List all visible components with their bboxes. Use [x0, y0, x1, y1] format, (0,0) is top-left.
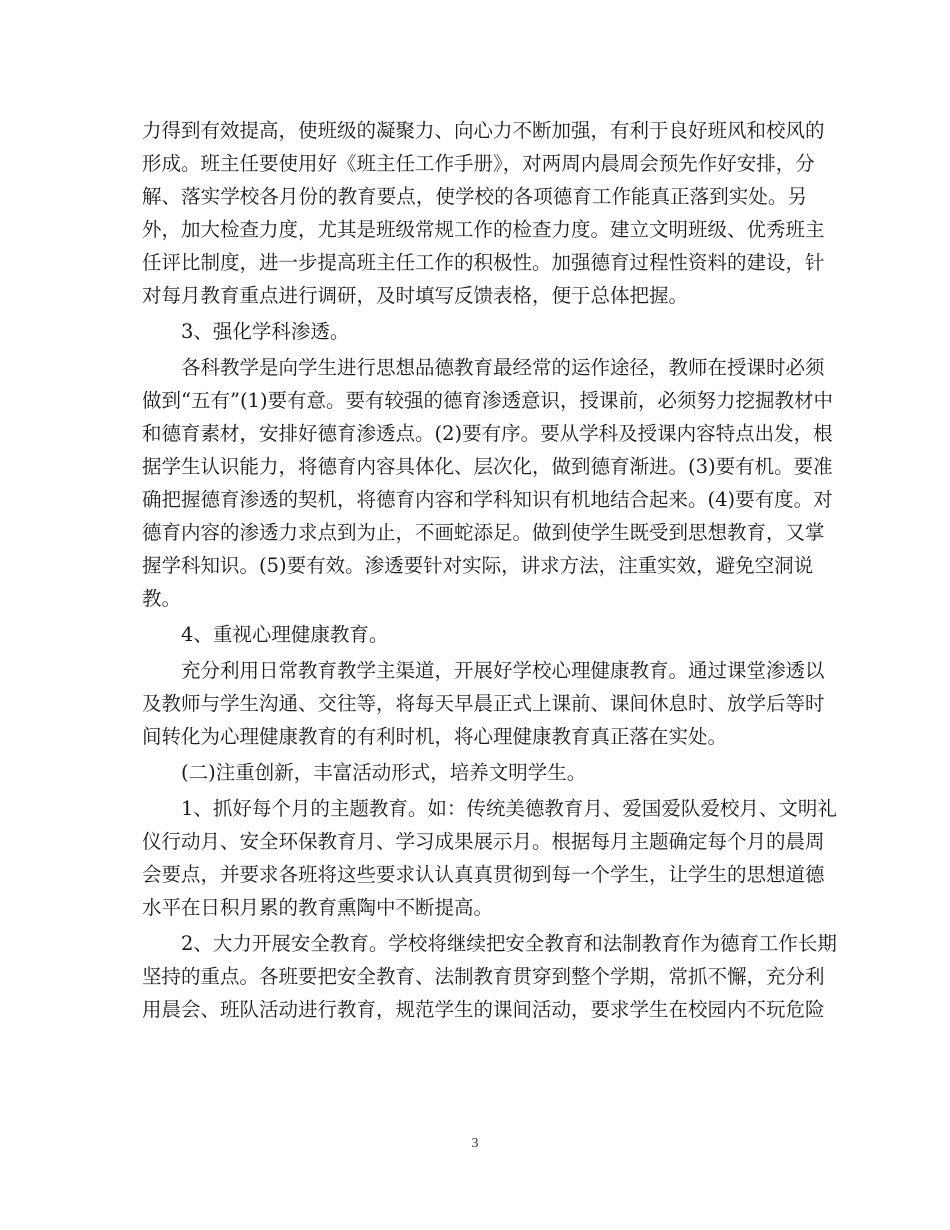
heading-line: 4、重视心理健康教育。	[181, 623, 389, 646]
heading-line: 3、强化学科渗透。	[181, 320, 350, 343]
text-line: 仪行动月、安全环保教育月、学习成果展示月。根据每月主题确定每个月的晨周	[142, 830, 825, 853]
text-line: 用晨会、班队活动进行教育，规范学生的课间活动，要求学生在校园内不玩危险	[142, 998, 825, 1021]
paragraph-continuation	[142, 114, 825, 312]
section-heading-part-2	[142, 756, 807, 789]
text-line: 充分利用日常教育教学主渠道，开展好学校心理健康教育。通过课堂渗透以	[181, 659, 825, 682]
text-line: 水平在日积月累的教育熏陶中不断提高。	[142, 896, 494, 919]
text-line: 坚持的重点。各班要把安全教育、法制教育贯穿到整个学期，常抓不懈，充分利	[142, 965, 825, 988]
text-line: 形成。班主任要使用好《班主任工作手册》，对两周内晨周会预先作好安排，分	[142, 152, 815, 175]
text-line: 和德育素材，安排好德育渗透点。(2)要有序。要从学科及授课内容特点出发，根	[142, 422, 833, 445]
text-line: 握学科知识。(5)要有效。渗透要针对实际，讲求方法，注重实效，避免空洞说	[142, 554, 814, 577]
text-line: 解、落实学校各月份的教育要点，使学校的各项德育工作能真正落到实处。另	[142, 185, 807, 208]
paragraph-subject-infiltration	[142, 351, 834, 615]
text-line: 间转化为心理健康教育的有利时机，将心理健康教育真正落在实处。	[142, 725, 728, 748]
text-line: 及教师与学生沟通、交往等，将每天早晨正式上课前、课间休息时、放学后等时	[142, 692, 825, 715]
text-line: 确把握德育渗透的契机，将德育内容和学科知识有机地结合起来。(4)要有度。对	[142, 488, 833, 511]
text-line: 对每月教育重点进行调研，及时填写反馈表格，便于总体把握。	[142, 284, 689, 307]
text-line: 德育内容的渗透力求点到为止，不画蛇添足。做到使学生既受到思想教育，又掌	[142, 521, 825, 544]
text-line: 外，加大检查力度，尤其是班级常规工作的检查力度。建立文明班级、优秀班主	[142, 218, 825, 241]
text-line: 2、大力开展安全教育。学校将继续把安全教育和法制教育作为德育工作长期	[181, 932, 837, 955]
text-line: 做到“五有”(1)要有意。要有较强的德育渗透意识，授课前，必须努力挖掘教材中	[142, 389, 834, 412]
text-line: 教。	[142, 587, 182, 610]
heading-line: (二)注重创新，丰富活动形式，培养文明学生。	[181, 761, 587, 784]
text-line: 会要点，并要求各班将这些要求认认真真贯彻到每一个学生，让学生的思想道德	[142, 863, 825, 886]
text-line: 力得到有效提高，使班级的凝聚力、向心力不断加强，有利于良好班风和校风的	[142, 119, 825, 142]
text-line: 任评比制度，进一步提高班主任工作的积极性。加强德育过程性资料的建设，针	[142, 251, 825, 274]
section-heading-4	[142, 618, 807, 651]
page-number: 3	[471, 1136, 479, 1151]
text-line: 据学生认识能力，将德育内容具体化、层次化，做到德育渐进。(3)要有机。要准	[142, 455, 833, 478]
document-body	[142, 114, 837, 1029]
text-line: 各科教学是向学生进行思想品德教育最经常的运作途径，教师在授课时必须	[181, 356, 825, 379]
section-heading-3	[142, 315, 807, 348]
paragraph-mental-health	[142, 654, 825, 753]
paragraph-safety-education	[142, 927, 837, 1026]
paragraph-monthly-theme	[142, 792, 837, 924]
text-line: 1、抓好每个月的主题教育。如：传统美德教育月、爱国爱队爱校月、文明礼	[181, 797, 837, 820]
